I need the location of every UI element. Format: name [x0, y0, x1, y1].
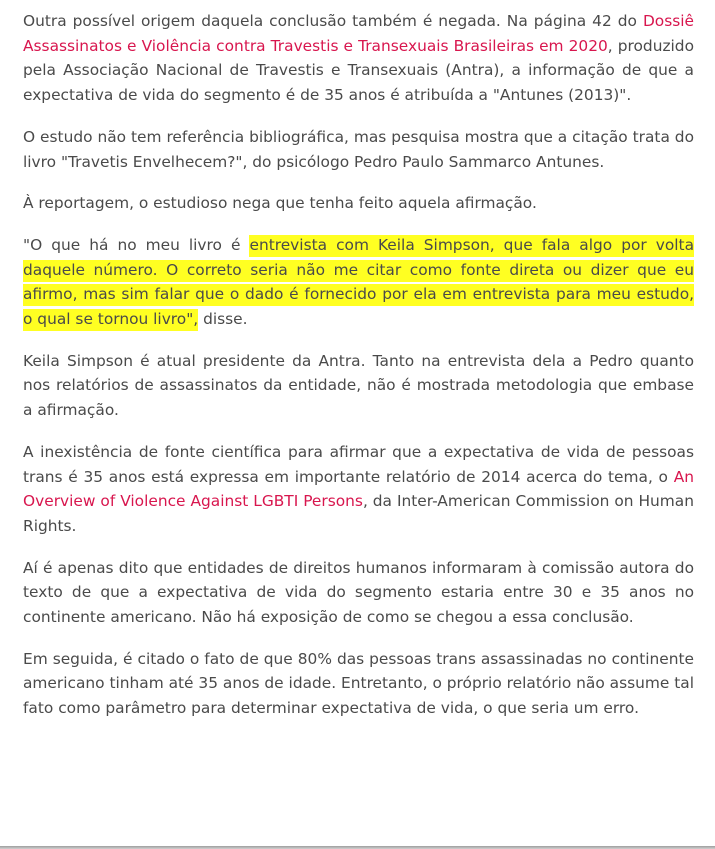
paragraph-murder-statistic: Em seguida, é citado o fato de que 80% das pessoas trans assassinadas no continente americano tinham até 35 anos de idade. Entretanto, o próprio relatório não assume tal fato como parâmetro para determinar expectativa de vida, o que seria um erro. — [23, 649, 694, 718]
article-body — [23, 9, 694, 738]
paragraph-study-reference: O estudo não tem referência bibliográfica, mas pesquisa mostra que a citação trata do livro "Travetis Envelhecem?", do psicólogo Pedro Paulo Sammarco Antunes. — [23, 127, 694, 171]
link-dossie-antra[interactable]: Dossiê Assassinatos e Violência contra Travestis e Transexuais Brasileiras em 2020 — [23, 12, 694, 55]
link-overview-violence-lgbti[interactable]: An Overview of Violence Against LGBTI Persons — [23, 467, 694, 511]
paragraph-iachr-report: A inexistência de fonte científica para afirmar que a expectativa de vida de pessoas trans é 35 anos está expressa em importante relatório de 2014 acerca do tema, o An Overview of Violence Against LGBTI Persons, da Inter-American Commission on Human Rights. — [23, 442, 694, 535]
paragraph-human-rights-entities: Aí é apenas dito que entidades de direitos humanos informaram à comissão autora do texto de que a expectativa de vida do segmento estaria entre 30 e 35 anos no continente americano. Não há exposição de como se chegou a essa conclusão. — [23, 558, 694, 627]
paragraph-dossie-origin: Outra possível origem daquela conclusão também é negada. Na página 42 do Dossiê Assassinatos e Violência contra Travestis e Transexuais Brasileiras em 2020, produzido pela Associação Nacional de Travestis e Transexuais (Antra), a informação de que a expectativa de vida do segmento é de 35 anos é atribuída a "Antunes (2013)". — [23, 12, 694, 105]
highlighted-quote: entrevista com Keila Simpson, que fala algo por volta daquele número. O correto seria não me citar como fonte direta ou dizer que eu afirmo, mas sim falar que o dado é fornecido por ela em entrevista para meu estudo, o qual se tornou livro", — [23, 235, 694, 331]
paragraph-researcher-denial: À reportagem, o estudioso nega que tenha feito aquela afirmação. — [23, 194, 537, 213]
paragraph-quote: "O que há no meu livro é entrevista com Keila Simpson, que fala algo por volta daquele número. O correto seria não me citar como fonte direta ou dizer que eu afirmo, mas sim falar que o dado é fornecido por ela em entrevista para meu estudo, o qual se tornou livro", disse. — [23, 233, 694, 332]
paragraph-keila-simpson: Keila Simpson é atual presidente da Antra. Tanto na entrevista dela a Pedro quanto nos relatórios de assassinatos da entidade, não é mostrada metodologia que embase a afirmação. — [23, 351, 694, 420]
